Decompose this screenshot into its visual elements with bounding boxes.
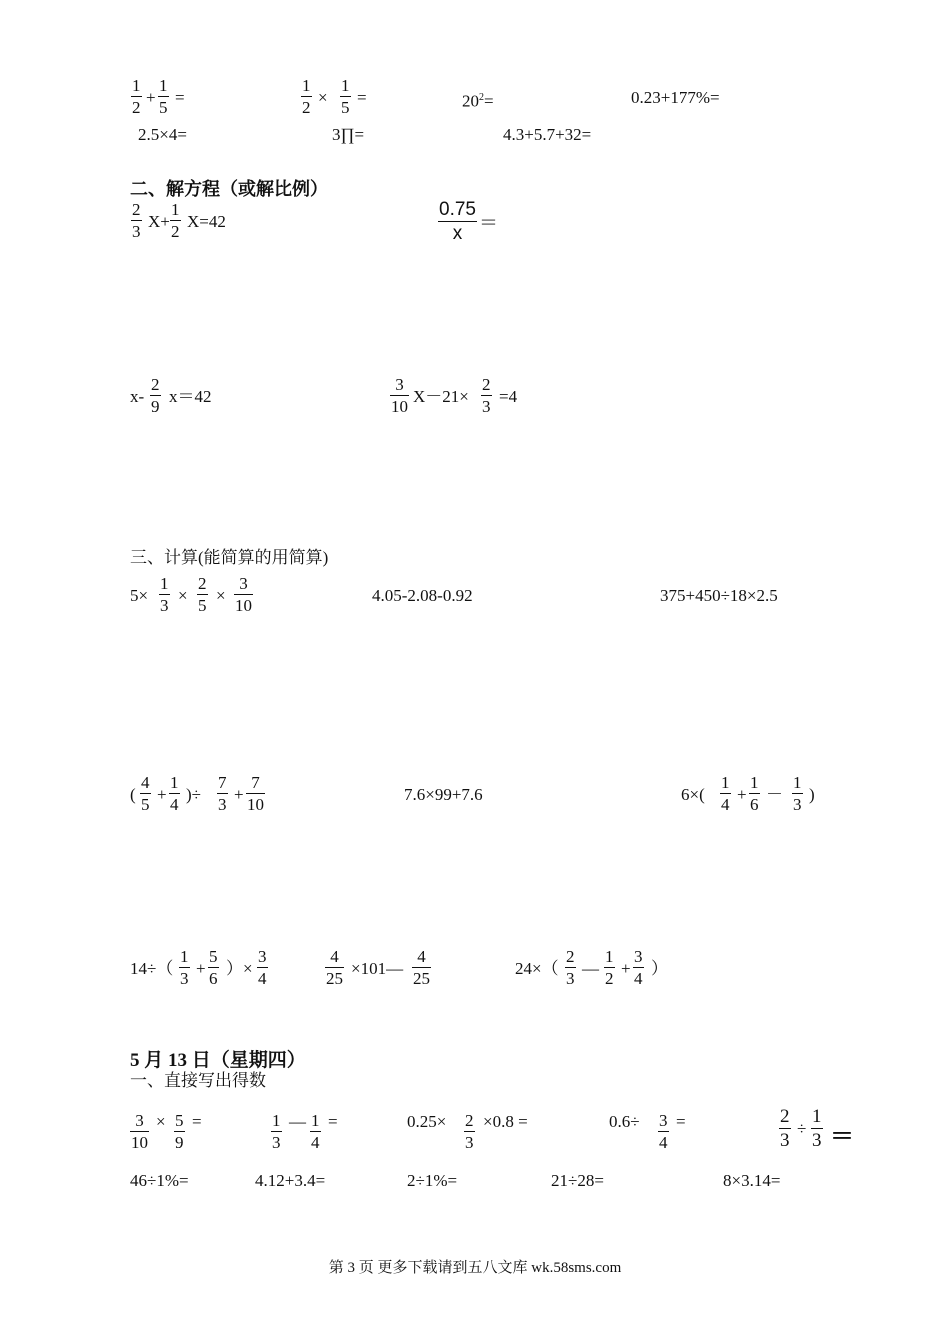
fraction: 2 3	[780, 1106, 790, 1151]
fraction: 7 3	[218, 773, 227, 814]
day-r2-item2: 4.12+3.4=	[255, 1171, 326, 1190]
fraction: 1 3	[180, 947, 189, 988]
fraction: 1 2	[132, 76, 141, 117]
equals: =	[357, 88, 367, 107]
fraction: 1 6	[750, 773, 759, 814]
fraction: 1 2	[171, 200, 180, 241]
fraction: 1 3	[793, 773, 802, 814]
fraction: 1 3	[160, 574, 169, 615]
fraction: 2 3	[482, 375, 491, 416]
day-subtitle: 一、直接写出得数	[130, 1071, 266, 1090]
fraction: 0.75 x	[439, 199, 476, 244]
section2-heading: 二、解方程（或解比例）	[130, 179, 328, 199]
day-title: 5 月 13 日（星期四）	[130, 1050, 306, 1071]
fraction: 7 10	[247, 773, 264, 814]
s1-row2-item1: 2.5×4=	[138, 125, 187, 144]
day-r2-item1: 46÷1%=	[130, 1171, 189, 1190]
day-r2-item3: 2÷1%=	[407, 1171, 458, 1190]
s3-p2: 4.05-2.08-0.92	[372, 586, 473, 605]
day-r2-item4: 21÷28=	[551, 1171, 604, 1190]
fraction: 1 4	[170, 773, 179, 814]
fraction: 3 4	[659, 1111, 668, 1152]
s3-p5: 7.6×99+7.6	[404, 785, 483, 804]
fraction: 5 6	[209, 947, 218, 988]
fraction: 3 10	[391, 375, 408, 416]
s1-row2-item2: 3∏=	[332, 125, 365, 144]
fraction: 1 5	[159, 76, 168, 117]
s1-item4: 0.23+177%=	[631, 88, 720, 107]
fraction: 2 3	[465, 1111, 474, 1152]
fraction: 3 4	[258, 947, 267, 988]
section3-heading: 三、计算(能简算的用简算)	[130, 548, 329, 567]
fraction: 2 3	[132, 200, 141, 241]
fraction: 1 5	[341, 76, 350, 117]
fraction: 4 25	[326, 947, 343, 988]
fraction: 3 4	[634, 947, 643, 988]
s1-item3: $20^2=$	[462, 91, 494, 111]
fraction: 1 2	[605, 947, 614, 988]
fraction: 2 5	[198, 574, 207, 615]
s3-p3: 375+450÷18×2.5	[660, 586, 778, 605]
fraction: 1 3	[812, 1106, 822, 1151]
equals: =	[175, 88, 185, 107]
fraction: 1 2	[302, 76, 311, 117]
page-footer: 第 3 页 更多下载请到五八文库 wk.58sms.com	[328, 1260, 622, 1276]
fraction: 3 10	[131, 1111, 148, 1152]
fraction: 1 3	[272, 1111, 281, 1152]
fraction: 1 4	[311, 1111, 320, 1152]
s1-row2-item3: 4.3+5.7+32=	[503, 125, 592, 144]
operator: ×	[318, 88, 328, 107]
fraction: 2 3	[566, 947, 575, 988]
fraction: 3 10	[235, 574, 252, 615]
day-r2-item5: 8×3.14=	[723, 1171, 781, 1190]
fraction: 4 25	[413, 947, 430, 988]
fraction: 4 5	[141, 773, 150, 814]
fraction: 2 9	[151, 375, 160, 416]
fraction: 1 4	[721, 773, 730, 814]
operator: +	[146, 88, 156, 107]
fraction: 5 9	[175, 1111, 184, 1152]
